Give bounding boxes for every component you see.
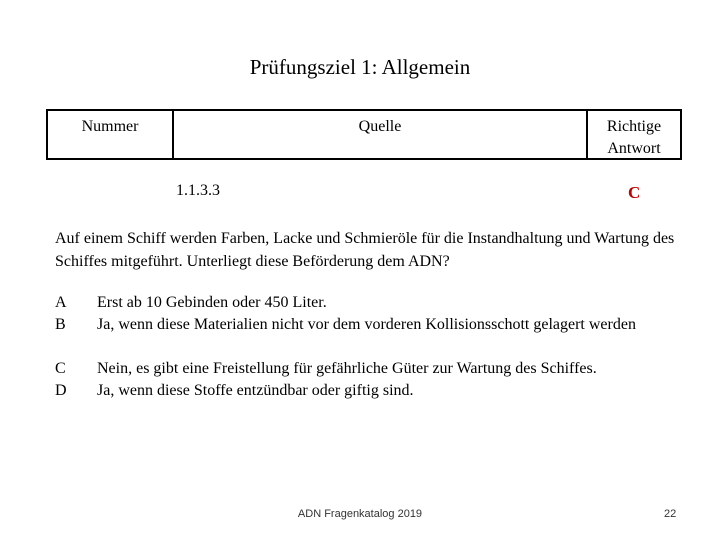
- correct-answer: C: [628, 183, 641, 202]
- page-title: Prüfungsziel 1: Allgemein: [249, 55, 471, 79]
- option-c-text: Nein, es gibt eine Freistellung für gefährliche Güter zur Wartung des Schiffes.: [97, 360, 597, 377]
- option-a-letter: A: [55, 294, 67, 311]
- option-b-letter: B: [55, 316, 66, 333]
- source-reference: 1.1.3.3: [176, 182, 220, 199]
- option-b-text: Ja, wenn diese Materialien nicht vor dem vorderen Kollisionsschott gelagert werden: [97, 316, 636, 333]
- option-d-text: Ja, wenn diese Stoffe entzündbar oder giftig sind.: [97, 382, 414, 399]
- header-correct-answer: [588, 116, 680, 160]
- option-c-letter: C: [55, 360, 66, 377]
- option-d-letter: D: [55, 382, 67, 399]
- question-text: Auf einem Schiff werden Farben, Lacke und Schmieröle für die Instandhaltung und Wartung des Schiffes mitgeführt. Unterliegt diese Beförderung dem ADN?: [55, 230, 675, 270]
- header-correct-answer-line1: Richtige: [606, 118, 662, 135]
- header-number: Nummer: [81, 118, 139, 135]
- option-a-text: Erst ab 10 Gebinden oder 450 Liter.: [97, 294, 327, 311]
- header-correct-answer-line2: Antwort: [607, 140, 661, 157]
- footer-text: ADN Fragenkatalog 2019: [297, 508, 423, 520]
- header-table: [46, 109, 682, 160]
- page-number: 22: [664, 508, 677, 520]
- header-source: Quelle: [358, 118, 402, 135]
